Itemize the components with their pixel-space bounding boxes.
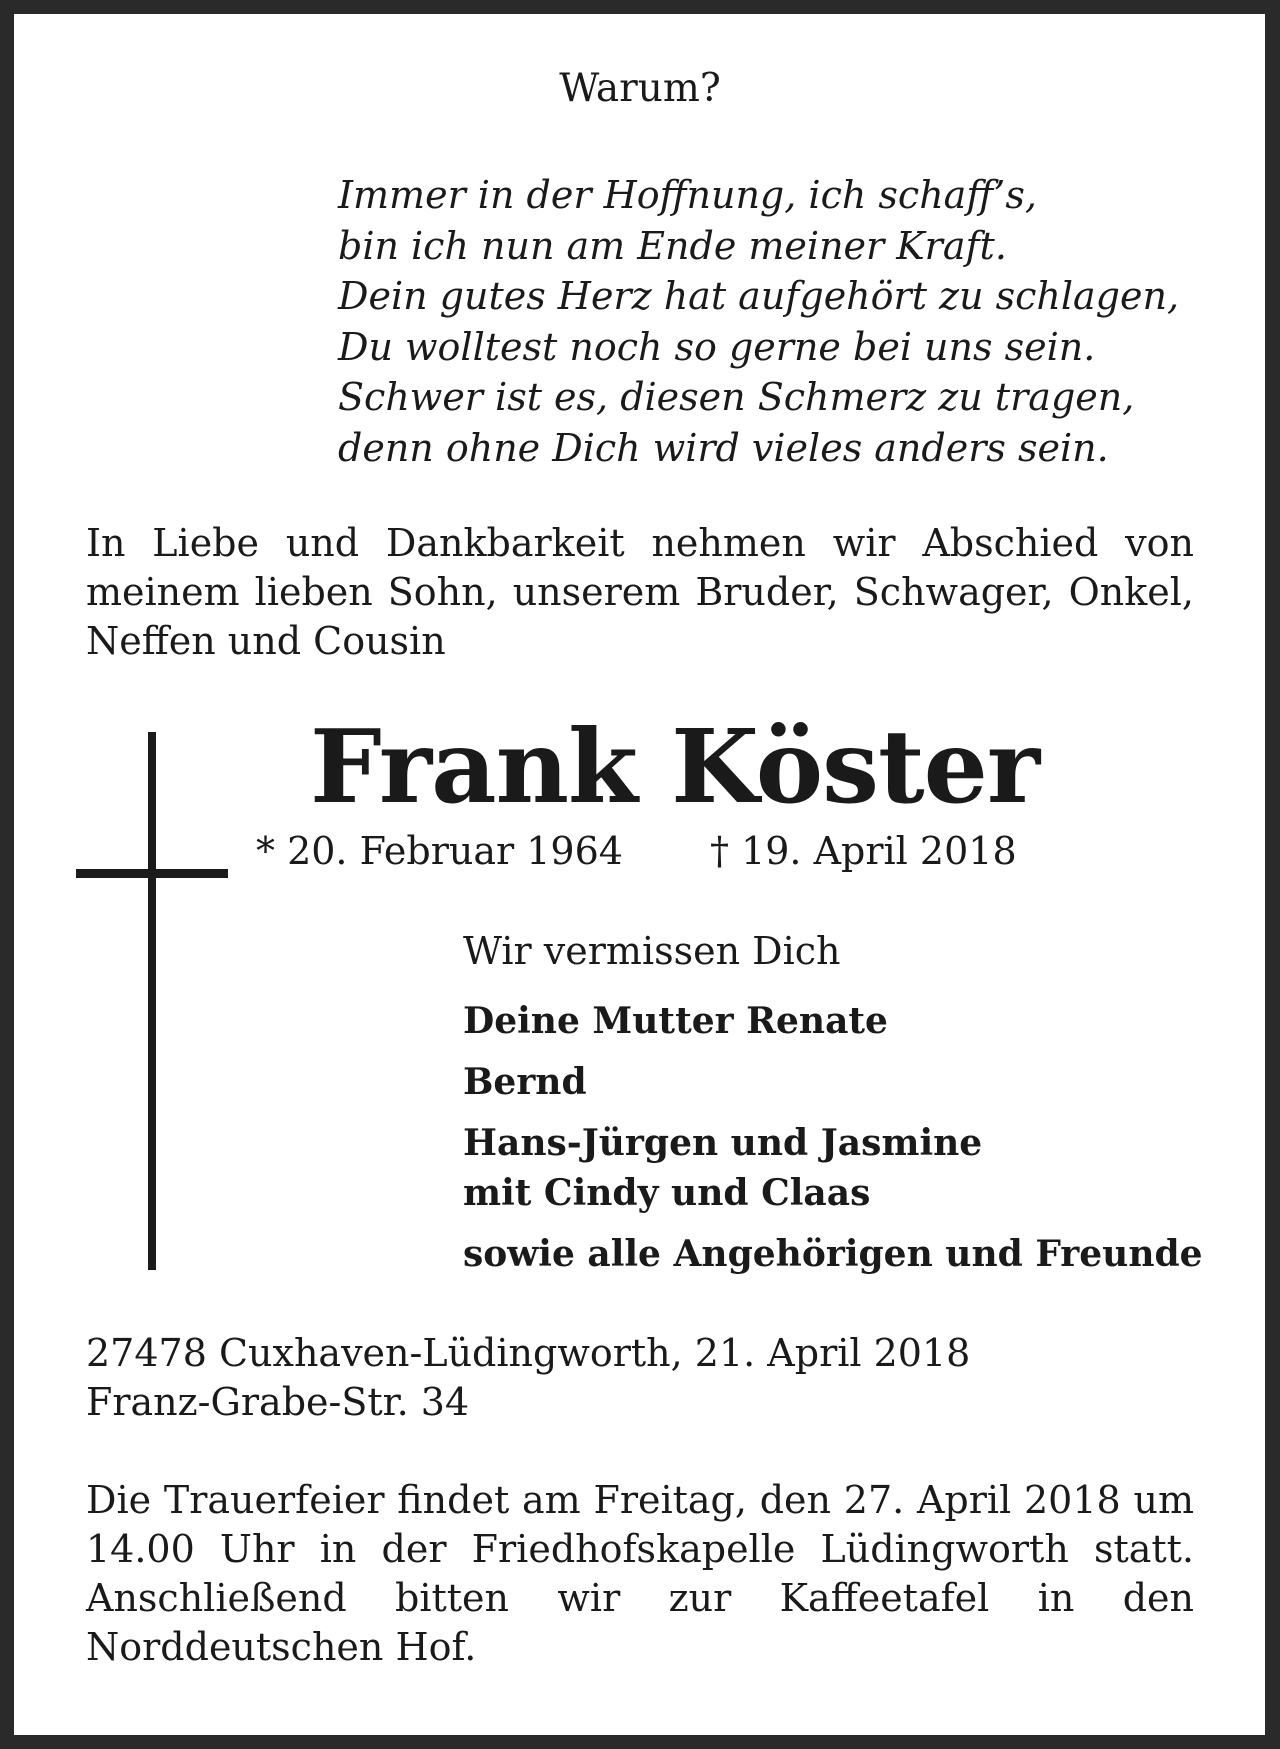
address-line: 27478 Cuxhaven-Lüdingworth, 21. April 2018	[86, 1331, 971, 1375]
poem-line: denn ohne Dich wird vieles anders sein.	[338, 425, 1109, 470]
heading: Warum?	[559, 66, 721, 111]
poem-line: Dein gutes Herz hat aufgehört zu schlagen,	[338, 274, 1180, 318]
poem-line: bin ich nun am Ende meiner Kraft.	[338, 223, 1007, 268]
mourner: sowie alle Angehörigen und Freunde	[463, 1233, 1203, 1275]
address-block	[86, 1329, 970, 1427]
poem-line: Immer in der Hoffnung, ich schaff’s,	[338, 173, 1037, 217]
deceased-name: Frank Köster	[310, 707, 1040, 826]
cross-icon-bar	[76, 869, 228, 878]
poem-line: Schwer ist es, diesen Schmerz zu tragen,	[338, 375, 1135, 419]
poem-line: Du wolltest noch so gerne bei uns sein.	[338, 324, 1096, 369]
intro-text: In Liebe und Dankbarkeit nehmen wir Abschied von meinem lieben Sohn, unserem Bruder, Schwager, Onkel, Neffen und Cousin	[86, 521, 1194, 663]
mourners-list	[463, 996, 1203, 1279]
death-date: † 19. April 2018	[710, 829, 1017, 873]
mourner: Hans-Jürgen und Jasmine	[463, 1122, 983, 1164]
mourner: Bernd	[463, 1061, 587, 1103]
poem	[338, 170, 1179, 473]
miss-line: Wir vermissen Dich	[463, 929, 841, 973]
mourner: mit Cindy und Claas	[463, 1172, 871, 1214]
service-text: Die Trauerfeier findet am Freitag, den 27. April 2018 um 14.00 Uhr in der Friedhofskapelle Lüdingworth statt. Anschließend bitten wir zur Kaffeetafel in den Norddeutschen Hof.	[86, 1478, 1194, 1669]
mourner: Deine Mutter Renate	[463, 1000, 888, 1042]
birth-date: * 20. Februar 1964	[256, 829, 623, 873]
cross-icon	[148, 732, 156, 1270]
address-line: Franz-Grabe-Str. 34	[86, 1380, 470, 1424]
